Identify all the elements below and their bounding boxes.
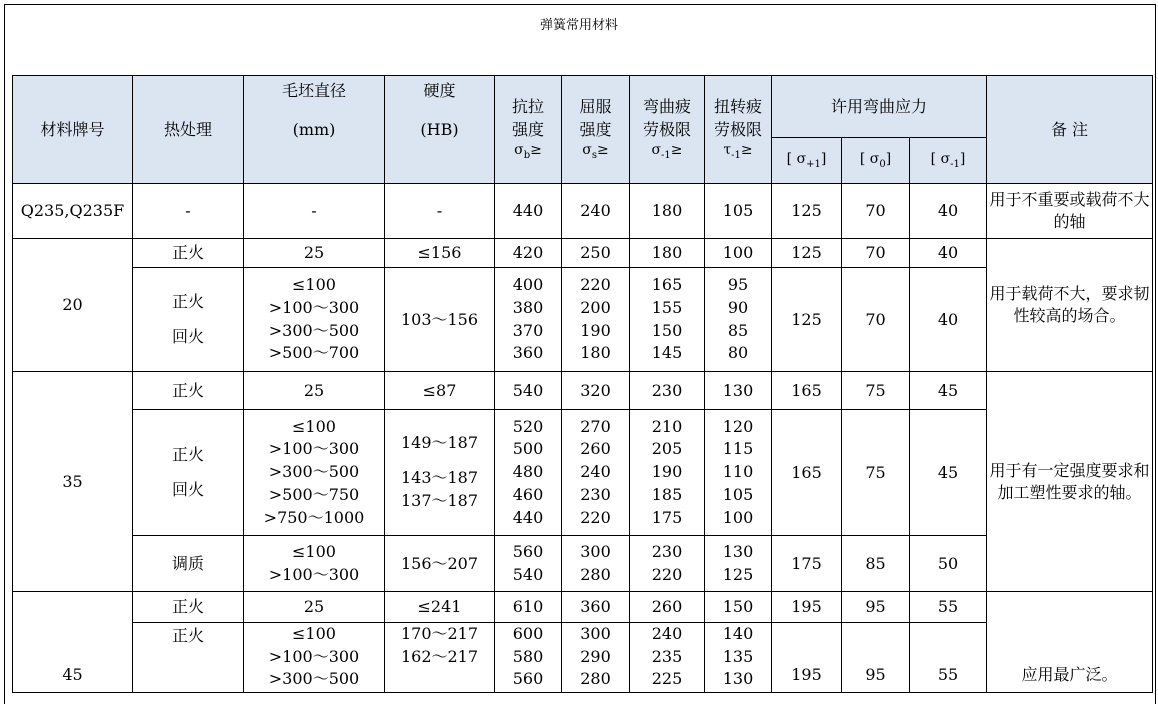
table-row (13, 410, 1153, 536)
cell-hardness: ≤241 (385, 592, 495, 623)
cell-torsion-fatigue: 120 115 110 105 100 (705, 410, 772, 536)
table-row (13, 239, 1153, 268)
header-bending-fatigue: 弯曲疲 劳极限 $\sigma_{-1}\ge$ (630, 76, 705, 184)
cell-allowed-minus1: 45 (910, 410, 987, 536)
cell-heat: 正火 回火 (133, 410, 244, 536)
cell-hardness: 103～156 (385, 268, 495, 372)
cell-tensile: 520 500 480 460 440 (495, 410, 562, 536)
header-diameter: 毛坯直径 (mm) (244, 76, 385, 184)
cell-note: 用于载荷不大，要求韧性较高的场合。 (987, 239, 1153, 372)
cell-tensile: 420 (495, 239, 562, 268)
cell-allowed-plus1: 125 (772, 268, 842, 372)
cell-allowed-zero: 75 (842, 410, 910, 536)
cell-tensile: 440 (495, 184, 562, 239)
cell-yield: 250 (562, 239, 630, 268)
header-material: 材料牌号 (13, 76, 133, 184)
table-row (13, 184, 1153, 239)
cell-heat: 正火 (133, 372, 244, 410)
cell-heat: 正火 (133, 623, 244, 693)
cell-allowed-plus1: 125 (772, 184, 842, 239)
cell-allowed-zero: 95 (842, 592, 910, 623)
table-row (13, 268, 1153, 372)
cell-allowed-zero: 70 (842, 268, 910, 372)
cell-bend-fatigue: 240 235 225 (630, 623, 705, 693)
header-allowed-minus1: [ $\sigma_{-1}$] (910, 138, 987, 184)
cell-yield: 300 280 (562, 536, 630, 592)
cell-allowed-minus1: 40 (910, 239, 987, 268)
cell-diameter: 25 (244, 239, 385, 268)
cell-allowed-minus1: 45 (910, 372, 987, 410)
cell-allowed-zero: 85 (842, 536, 910, 592)
cell-tensile: 610 (495, 592, 562, 623)
cell-heat: 正火 (133, 592, 244, 623)
cell-yield: 270 260 240 230 220 (562, 410, 630, 536)
cell-heat: 正火 (133, 239, 244, 268)
header-torsion-fatigue: 扭转疲 劳极限 $\tau_{-1}\ge$ (705, 76, 772, 184)
cell-allowed-plus1: 165 (772, 372, 842, 410)
header-allowed-stress: 许用弯曲应力 (772, 76, 987, 138)
cell-allowed-minus1: 55 (910, 592, 987, 623)
cell-bend-fatigue: 180 (630, 239, 705, 268)
cell-allowed-zero: 70 (842, 184, 910, 239)
cell-allowed-plus1: 125 (772, 239, 842, 268)
cell-yield: 220 200 190 180 (562, 268, 630, 372)
cell-hardness: 156～207 (385, 536, 495, 592)
cell-allowed-plus1: 175 (772, 536, 842, 592)
cell-allowed-plus1: 165 (772, 410, 842, 536)
cell-yield: 360 (562, 592, 630, 623)
cell-heat: 调质 (133, 536, 244, 592)
cell-bend-fatigue: 180 (630, 184, 705, 239)
cell-diameter: 25 (244, 372, 385, 410)
header-allowed-plus1: [ $\sigma_{+1}$] (772, 138, 842, 184)
table-row (13, 372, 1153, 410)
cell-hardness: ≤156 (385, 239, 495, 268)
header-allowed-zero: [ $\sigma_0$] (842, 138, 910, 184)
cell-allowed-minus1: 55 (910, 623, 987, 693)
cell-diameter: ≤100 >100～300 >300～500 >500～750 >750～1000 (244, 410, 385, 536)
cell-allowed-zero: 95 (842, 623, 910, 693)
cell-yield: 320 (562, 372, 630, 410)
cell-heat: 正火 回火 (133, 268, 244, 372)
cell-tensile: 560 540 (495, 536, 562, 592)
cell-yield: 300 290 280 (562, 623, 630, 693)
cell-hardness: 170～217 162～217 (385, 623, 495, 693)
header-row (13, 76, 1153, 138)
header-heat-treatment: 热处理 (133, 76, 244, 184)
cell-torsion-fatigue: 140 135 130 (705, 623, 772, 693)
cell-bend-fatigue: 260 (630, 592, 705, 623)
cell-allowed-plus1: 195 (772, 623, 842, 693)
cell-tensile: 540 (495, 372, 562, 410)
cell-torsion-fatigue: 105 (705, 184, 772, 239)
cell-note: 应用最广泛。 (987, 592, 1153, 693)
cell-hardness: ≤87 (385, 372, 495, 410)
cell-allowed-plus1: 195 (772, 592, 842, 623)
cell-material: 45 (13, 592, 133, 693)
cell-diameter: ≤100 >100～300 >300～500 >500～700 (244, 268, 385, 372)
cell-yield: 240 (562, 184, 630, 239)
page-title: 弹簧常用材料 (539, 18, 618, 33)
cell-note: 用于有一定强度要求和加工塑性要求的轴。 (987, 372, 1153, 592)
cell-torsion-fatigue: 130 125 (705, 536, 772, 592)
cell-material: Q235,Q235F (13, 184, 133, 239)
cell-bend-fatigue: 230 (630, 372, 705, 410)
cell-tensile: 600 580 560 (495, 623, 562, 693)
header-note: 备 注 (987, 76, 1153, 184)
cell-diameter: - (244, 184, 385, 239)
cell-allowed-minus1: 40 (910, 268, 987, 372)
cell-bend-fatigue: 230 220 (630, 536, 705, 592)
cell-material: 35 (13, 372, 133, 592)
cell-torsion-fatigue: 130 (705, 372, 772, 410)
cell-torsion-fatigue: 100 (705, 239, 772, 268)
cell-diameter: 25 (244, 592, 385, 623)
cell-material: 20 (13, 239, 133, 372)
cell-bend-fatigue: 165 155 150 145 (630, 268, 705, 372)
cell-hardness: 149～187 143～187 137～187 (385, 410, 495, 536)
table-row (13, 623, 1153, 693)
header-yield-strength: 屈服 强度 $\sigma_s\ge$ (562, 76, 630, 184)
cell-allowed-zero: 70 (842, 239, 910, 268)
cell-allowed-minus1: 50 (910, 536, 987, 592)
header-tensile-strength: 抗拉 强度 $\sigma_b\ge$ (495, 76, 562, 184)
cell-note: 用于不重要或载荷不大的轴 (987, 184, 1153, 239)
cell-torsion-fatigue: 95 90 85 80 (705, 268, 772, 372)
cell-hardness: - (385, 184, 495, 239)
cell-diameter: ≤100 >100～300 >300～500 (244, 623, 385, 693)
table-row (13, 592, 1153, 623)
cell-diameter: ≤100 >100～300 (244, 536, 385, 592)
cell-allowed-zero: 75 (842, 372, 910, 410)
cell-allowed-minus1: 40 (910, 184, 987, 239)
cell-bend-fatigue: 210 205 190 185 175 (630, 410, 705, 536)
cell-torsion-fatigue: 150 (705, 592, 772, 623)
cell-tensile: 400 380 370 360 (495, 268, 562, 372)
cell-heat: - (133, 184, 244, 239)
header-hardness: 硬度 (HB) (385, 76, 495, 184)
table-row (13, 536, 1153, 592)
materials-table (12, 75, 1153, 693)
